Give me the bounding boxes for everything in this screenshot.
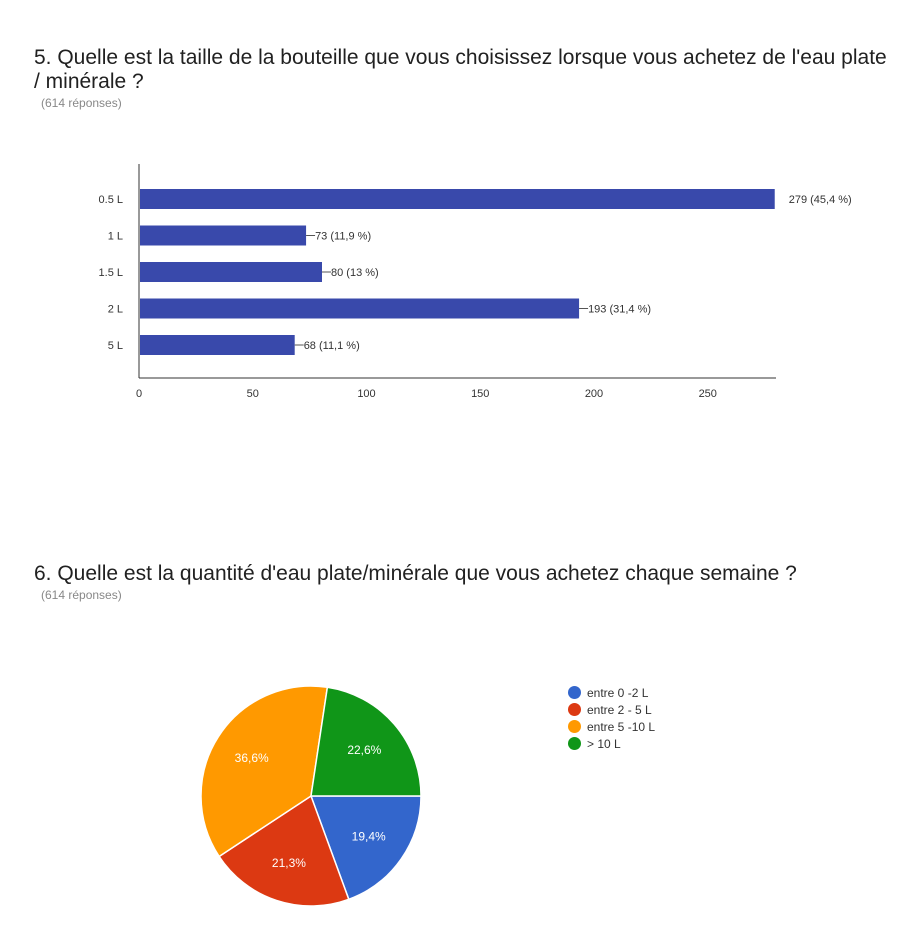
data-label: 193 (31,4 %) — [588, 303, 652, 316]
x-tick-label: 0 — [135, 388, 143, 400]
pie-slice-label: 19,4% — [351, 829, 386, 844]
legend-swatch — [568, 686, 581, 699]
question-5-response-count: (614 réponses) — [41, 96, 122, 110]
y-tick-label: 2 L — [107, 303, 123, 316]
legend-label: entre 0 -2 L — [587, 685, 649, 700]
pie-legend — [568, 684, 655, 752]
x-tick-label: 200 — [584, 388, 604, 400]
question-6-response-count: (614 réponses) — [41, 588, 122, 602]
y-tick-label: 0.5 L — [98, 194, 123, 206]
x-tick-label: 150 — [471, 388, 490, 400]
x-tick-label: 250 — [698, 388, 717, 400]
question-6-title: 6. Quelle est la quantité d'eau plate/minérale que vous achetez chaque semaine ? — [34, 562, 797, 585]
x-tick-label: 50 — [246, 388, 259, 400]
legend-swatch — [568, 720, 581, 733]
pie-slice-label: 21,3% — [271, 855, 306, 870]
pie-slice-label: 22,6% — [347, 743, 382, 758]
data-label: 80 (13 %) — [331, 267, 379, 279]
y-tick-label: 1.5 L — [98, 267, 123, 279]
legend-label: entre 5 -10 L — [587, 719, 656, 734]
question-5-title: 5. Quelle est la taille de la bouteille que vous choisissez lorsque vous achetez de l'eau plate / minérale ? — [34, 46, 887, 93]
legend-item — [568, 735, 655, 752]
legend-swatch — [568, 737, 581, 750]
data-label: 279 (45,4 %) — [788, 194, 852, 206]
legend-item — [568, 701, 655, 718]
x-tick-label: 100 — [357, 388, 376, 400]
data-label: 73 (11,9 %) — [315, 230, 372, 243]
legend-item — [568, 718, 655, 735]
legend-swatch — [568, 703, 581, 716]
y-tick-label: 1 L — [107, 230, 123, 243]
legend-label: > 10 L — [587, 736, 621, 751]
pie-slice-label: 36,6% — [234, 751, 269, 766]
legend-label: entre 2 - 5 L — [587, 702, 652, 717]
data-label: 68 (11,1 %) — [303, 340, 360, 352]
y-tick-label: 5 L — [107, 340, 123, 352]
pie-slice — [311, 687, 421, 796]
legend-item — [568, 684, 655, 701]
